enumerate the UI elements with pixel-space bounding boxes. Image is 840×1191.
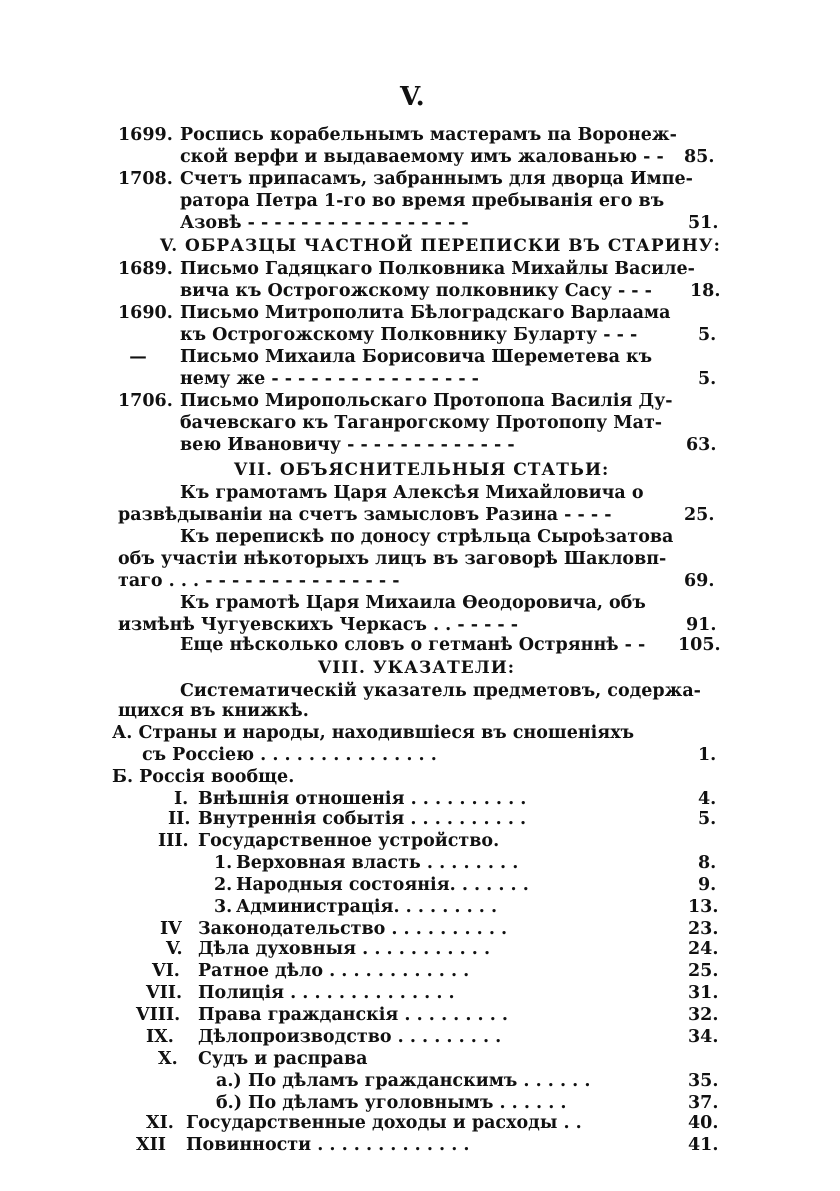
- index-item-page: 5.: [698, 809, 717, 829]
- entry-text-line: Письмо Митрополита Бѣлоградскаго Варлаама: [180, 303, 671, 323]
- index-item-page: 35.: [688, 1071, 719, 1091]
- index-item-page: 13.: [688, 897, 719, 917]
- index-item-label: Народныя состоянія. . . . . . .: [236, 875, 529, 895]
- entry-page: 69.: [684, 571, 715, 591]
- index-item-label: Дѣлопроизводство . . . . . . . . .: [198, 1027, 502, 1047]
- index-item-num: IX.: [146, 1027, 174, 1047]
- index-item-page: 9.: [698, 875, 717, 895]
- entry-text-line: Къ перепискѣ по доносу стрѣльца Сыроѣзатова: [180, 527, 674, 547]
- entry-page: 5.: [698, 369, 717, 389]
- index-item-num: X.: [158, 1049, 178, 1069]
- page-number: V.: [400, 82, 425, 112]
- entry-text-line: измѣнѣ Чугуевскихъ Черкасъ . . - - - - -: [118, 615, 519, 635]
- index-item-label: Государственное устройство.: [198, 831, 500, 851]
- section-header-viii: VIII. УКАЗАТЕЛИ:: [318, 658, 516, 678]
- index-item-label: Полиція . . . . . . . . . . . . . .: [198, 983, 455, 1003]
- index-a-page: 1.: [698, 745, 717, 765]
- entry-text-line: Письмо Гадяцкаго Полковника Михайлы Василе-: [180, 259, 695, 279]
- entry-text-line: развѣдываніи на счетъ замысловъ Разина - - - -: [118, 505, 612, 525]
- entry-page: 5.: [698, 325, 717, 345]
- index-item-num: V.: [166, 939, 183, 959]
- entry-text-line: объ участіи нѣкоторыхъ лицъ въ заговорѣ Шакловп-: [118, 549, 667, 569]
- index-item-label: Внѣшнія отношенія . . . . . . . . . .: [198, 789, 527, 809]
- entry-text-line: вича къ Острогожскому полковнику Сасу - - -: [180, 281, 652, 301]
- entry-year: 1690.: [118, 303, 173, 323]
- index-item-page: 32.: [688, 1005, 719, 1025]
- entry-year: 1699.: [118, 125, 173, 145]
- index-item-label: Законодательство . . . . . . . . . .: [198, 919, 508, 939]
- index-item-num: б.): [216, 1093, 243, 1113]
- index-item-label: Дѣла духовныя . . . . . . . . . . .: [198, 939, 491, 959]
- index-item-page: 23.: [688, 919, 719, 939]
- index-title-line: щихся въ книжкѣ.: [118, 701, 309, 721]
- index-item-label: По дѣламъ гражданскимъ . . . . . .: [248, 1071, 591, 1091]
- index-item-page: 40.: [688, 1113, 719, 1133]
- index-item-num: а.): [216, 1071, 242, 1091]
- entry-text-line: Къ грамотѣ Царя Михаила Ѳеодоровича, объ: [180, 593, 646, 613]
- entry-page: 18.: [690, 281, 721, 301]
- index-item-label: Верховная власть . . . . . . . .: [236, 853, 519, 873]
- index-b-heading: Б. Россія вообще.: [112, 767, 295, 787]
- index-item-page: 31.: [688, 983, 719, 1003]
- index-item-num: XI.: [146, 1113, 174, 1133]
- entry-text-line: ратора Петра 1-го во время пребыванія его въ: [180, 191, 665, 211]
- index-item-page: 37.: [688, 1093, 719, 1113]
- index-item-label: Внутреннія событія . . . . . . . . . .: [198, 809, 527, 829]
- index-item-label: Судъ и расправа: [198, 1049, 368, 1069]
- index-a-line: А. Страны и народы, находившіеся въ сношеніяхъ: [112, 723, 635, 743]
- index-item-label: Повинности . . . . . . . . . . . . .: [186, 1135, 470, 1155]
- entry-page: 85.: [684, 147, 715, 167]
- index-item-label: Ратное дѣло . . . . . . . . . . . .: [198, 961, 470, 981]
- entry-text-line: къ Острогожскому Полковнику Буларту - - -: [180, 325, 638, 345]
- index-item-page: 24.: [688, 939, 719, 959]
- index-item-label: По дѣламъ уголовнымъ . . . . . .: [248, 1093, 567, 1113]
- index-item-num: XII: [136, 1135, 166, 1155]
- index-item-num: VII.: [146, 983, 183, 1003]
- index-item-label: Права гражданскія . . . . . . . . .: [198, 1005, 509, 1025]
- index-item-page: 41.: [688, 1135, 719, 1155]
- entry-text-line: Письмо Михаила Борисовича Шереметева къ: [180, 347, 653, 367]
- entry-page: 91.: [686, 615, 717, 635]
- entry-text-line: Азовѣ - - - - - - - - - - - - - - - - -: [180, 213, 469, 233]
- section-header-v: V. ОБРАЗЦЫ ЧАСТНОЙ ПЕРЕПИСКИ ВЪ СТАРИНУ:: [160, 236, 721, 256]
- index-item-num: 3.: [214, 897, 233, 917]
- entry-text-line: Счетъ припасамъ, забраннымъ для дворца Импе-: [180, 169, 693, 189]
- index-item-num: I.: [174, 789, 189, 809]
- index-item-num: VI.: [152, 961, 180, 981]
- entry-text-line: Роспись корабельнымъ мастерамъ па Воронеж-: [180, 125, 677, 145]
- index-a-line: съ Россіею . . . . . . . . . . . . . . .: [142, 745, 437, 765]
- section-header-vii: VII. ОБЪЯСНИТЕЛЬНЫЯ СТАТЬИ:: [234, 460, 610, 480]
- entry-year: 1708.: [118, 169, 173, 189]
- entry-text-line: Еще нѣсколько словъ о гетманѣ Остряннѣ - -: [180, 635, 646, 655]
- entry-year: 1689.: [118, 259, 173, 279]
- index-item-num: III.: [158, 831, 189, 851]
- index-item-num: IV: [160, 919, 182, 939]
- entry-text-line: Къ грамотамъ Царя Алексѣя Михайловича о: [180, 483, 644, 503]
- entry-text-line: бачевскаго къ Таганрогскому Протопопу Мат-: [180, 413, 663, 433]
- index-item-page: 34.: [688, 1027, 719, 1047]
- index-item-page: 25.: [688, 961, 719, 981]
- entry-text-line: таго . . . - - - - - - - - - - - - - - -: [118, 571, 400, 591]
- entry-page: 25.: [684, 505, 715, 525]
- index-item-num: VIII.: [136, 1005, 181, 1025]
- index-item-page: 8.: [698, 853, 717, 873]
- index-item-num: 2.: [214, 875, 233, 895]
- entry-page: 63.: [686, 435, 717, 455]
- index-item-label: Государственные доходы и расходы . .: [186, 1113, 582, 1133]
- entry-text-line: нему же - - - - - - - - - - - - - - - -: [180, 369, 479, 389]
- entry-text-line: Письмо Миропольскаго Протопопа Василія Ду-: [180, 391, 673, 411]
- index-item-num: II.: [168, 809, 191, 829]
- index-item-num: 1.: [214, 853, 233, 873]
- entry-text-line: вею Ивановичу - - - - - - - - - - - - -: [180, 435, 515, 455]
- entry-page: 51.: [688, 213, 719, 233]
- entry-page: 105.: [678, 635, 721, 655]
- entry-year: 1706.: [118, 391, 173, 411]
- entry-year: —: [129, 347, 147, 367]
- index-item-page: 4.: [698, 789, 717, 809]
- entry-text-line: ской верфи и выдаваемому имъ жалованью - -: [180, 147, 664, 167]
- index-item-label: Администрація. . . . . . . . .: [236, 897, 498, 917]
- index-title-line: Систематическій указатель предметовъ, содержа-: [180, 681, 701, 701]
